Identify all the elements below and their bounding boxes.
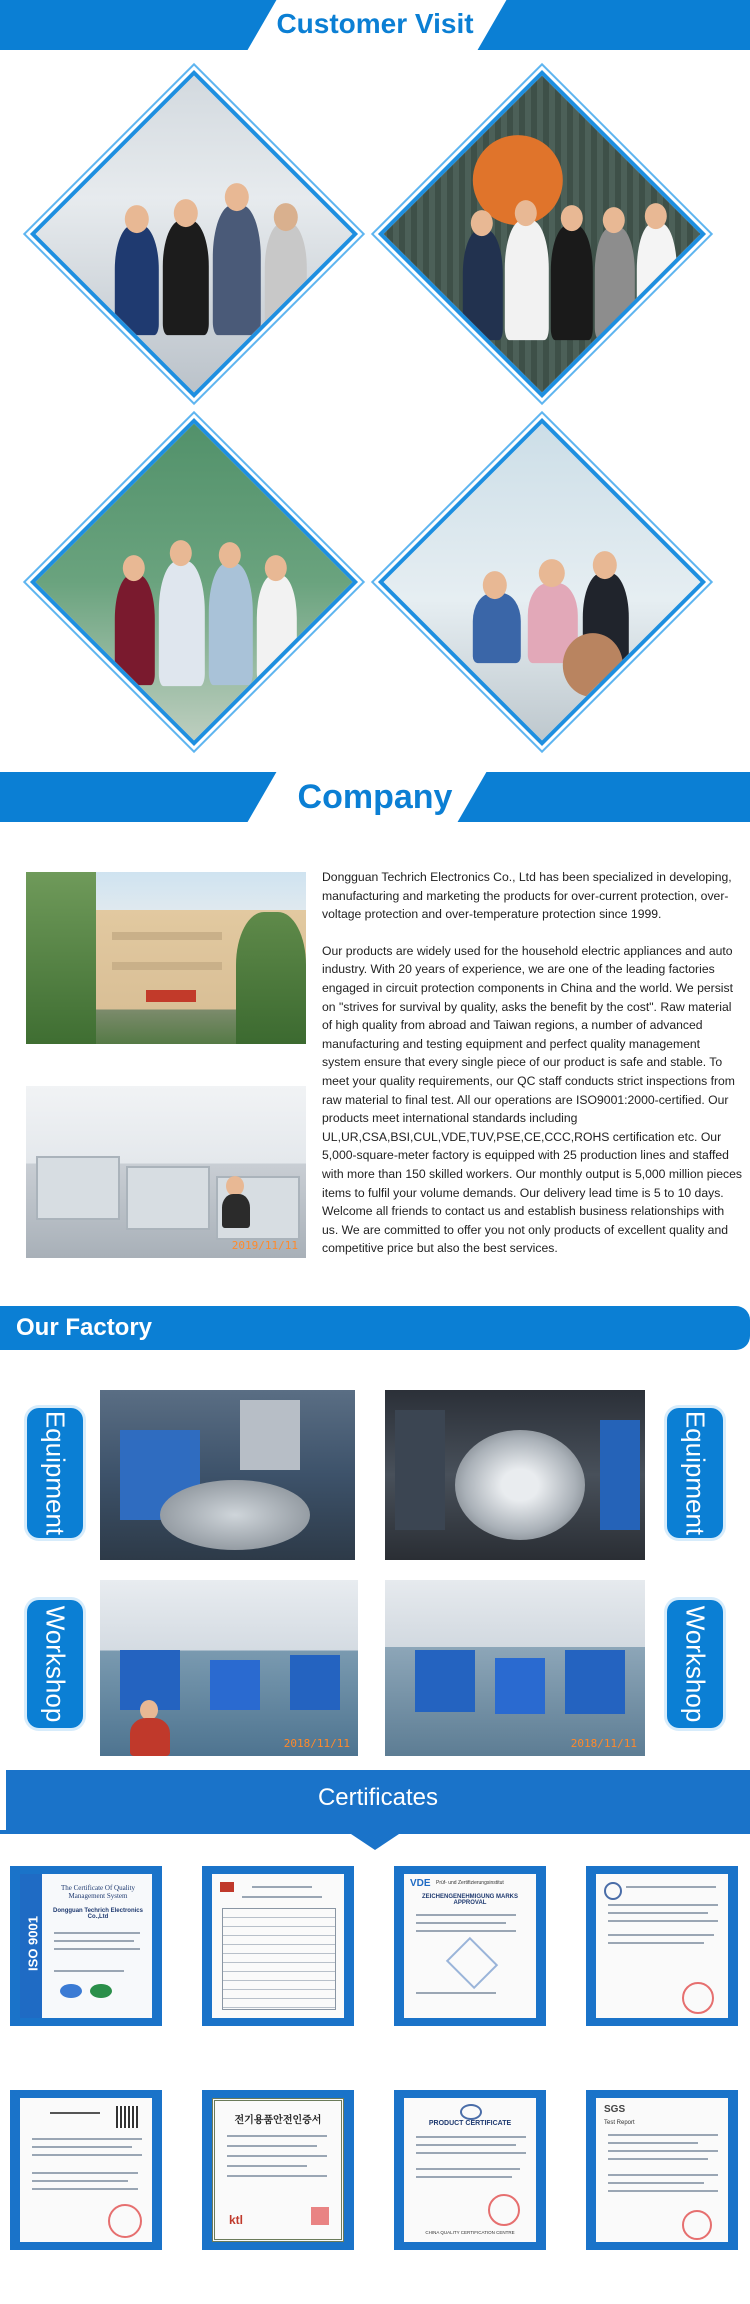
certificate-test-report bbox=[202, 1866, 354, 2026]
workshop-photo-1-timestamp: 2018/11/11 bbox=[283, 1737, 350, 1750]
about-paragraph-1: Dongguan Techrich Electronics Co., Ltd has been specialized in developing, manufacturing and marketing the products for over-current protection, over-voltage protection and over-temperature protection since 1999. bbox=[322, 870, 732, 922]
company-banner bbox=[0, 772, 750, 822]
certificate-chinese bbox=[10, 2090, 162, 2250]
vde-brand: VDE bbox=[410, 1878, 431, 1889]
factory-title: Our Factory bbox=[16, 1314, 153, 1341]
equipment-label-text: Equipment bbox=[40, 1410, 71, 1536]
sgs-heading: Test Report bbox=[604, 2120, 635, 2126]
vde-title: ZEICHENGENEHMIGUNG MARKS APPROVAL bbox=[421, 1894, 518, 1906]
office-photo-timestamp: 2019/11/11 bbox=[231, 1239, 298, 1252]
certificates-arrow bbox=[345, 1830, 405, 1850]
ktl-brand: ktl bbox=[229, 2213, 244, 2227]
workshop-photo-2 bbox=[385, 1580, 645, 1756]
vde-heading: Prüf- und Zertifizierungsinstitut bbox=[436, 1880, 504, 1886]
ccc-footer: CHINA QUALITY CERTIFICATION CENTRE bbox=[425, 2230, 515, 2235]
iso-company: Dongguan Techrich Electronics Co.,Ltd bbox=[53, 1908, 143, 1920]
certificates-banner bbox=[6, 1770, 750, 1830]
certificate-ccc-2 bbox=[394, 2090, 546, 2250]
ktl-heading: 전기용품안전인증서 bbox=[234, 2115, 322, 2126]
company-description bbox=[322, 868, 742, 1276]
customer-visit-title: Customer Visit bbox=[276, 8, 474, 39]
iso-vertical-text: ISO 9001 bbox=[25, 1916, 41, 1971]
certificate-sgs bbox=[586, 2090, 738, 2250]
workshop-label-left bbox=[27, 1600, 83, 1728]
visit-photo-3 bbox=[30, 418, 350, 738]
certificates-title: Certificates bbox=[317, 1784, 439, 1811]
iso-heading: The Certificate Of Quality Management System bbox=[60, 1884, 136, 1900]
workshop-photo-1 bbox=[100, 1580, 358, 1756]
equipment-photo-2 bbox=[385, 1390, 645, 1560]
factory-banner bbox=[0, 1306, 750, 1350]
certificate-ktl bbox=[202, 2090, 354, 2250]
equipment-label-text: Equipment bbox=[680, 1410, 711, 1536]
workshop-photo-2-timestamp: 2018/11/11 bbox=[570, 1737, 637, 1750]
visit-photo-2 bbox=[378, 70, 698, 390]
equipment-photo-1 bbox=[100, 1390, 355, 1560]
equipment-label-left bbox=[27, 1408, 83, 1538]
sgs-brand: SGS bbox=[604, 2104, 626, 2115]
workshop-label-text: Workshop bbox=[40, 1605, 71, 1723]
equipment-label-right bbox=[667, 1408, 723, 1538]
certificate-ccc-1 bbox=[586, 1866, 738, 2026]
visit-photo-1 bbox=[30, 70, 350, 390]
ccc-heading: PRODUCT CERTIFICATE bbox=[428, 2120, 512, 2127]
company-building-photo bbox=[26, 872, 306, 1044]
workshop-label-right bbox=[667, 1600, 723, 1728]
about-paragraph-2: Our products are widely used for the household electric appliances and auto industry. With 20 years of experience, we are one of the leading factories engaged in circuit protection components in China and the world. We persist on "strives for survival by quality, asks the benefit by the cost". Raw material of high quality from abroad and Taiwan regions, a number of advanced manufacturing and testing equipment and perfect quality management system ensure that every single piece of our product is safe and stable. To meet your quality requirements, our QC staff conducts strict inspections from raw material to final test. All our operations are ISO9001:2000-certified. Our products meet international standards including UL,UR,CSA,BSI,CUL,VDE,TUV,PSE,CE,CCC,ROHS certification etc. Our 5,000-square-meter factory is equipped with 25 production lines and staffed with more than 150 skilled workers. Our monthly output is 5,000 million pieces items to fulfil your volume demands. Our delivery lead time is 5 to 10 days. Welcome all friends to contact us and establish business relationships with us. We are committed to offer you not only products of excellent quality and competitive price but also the best services. bbox=[322, 943, 742, 1256]
certificate-vde bbox=[394, 1866, 546, 2026]
company-title: Company bbox=[297, 778, 453, 816]
company-office-photo bbox=[26, 1086, 306, 1258]
workshop-label-text: Workshop bbox=[680, 1605, 711, 1723]
certificate-iso9001 bbox=[10, 1866, 162, 2026]
visit-photo-4 bbox=[378, 418, 698, 738]
customer-visit-banner bbox=[0, 0, 750, 50]
